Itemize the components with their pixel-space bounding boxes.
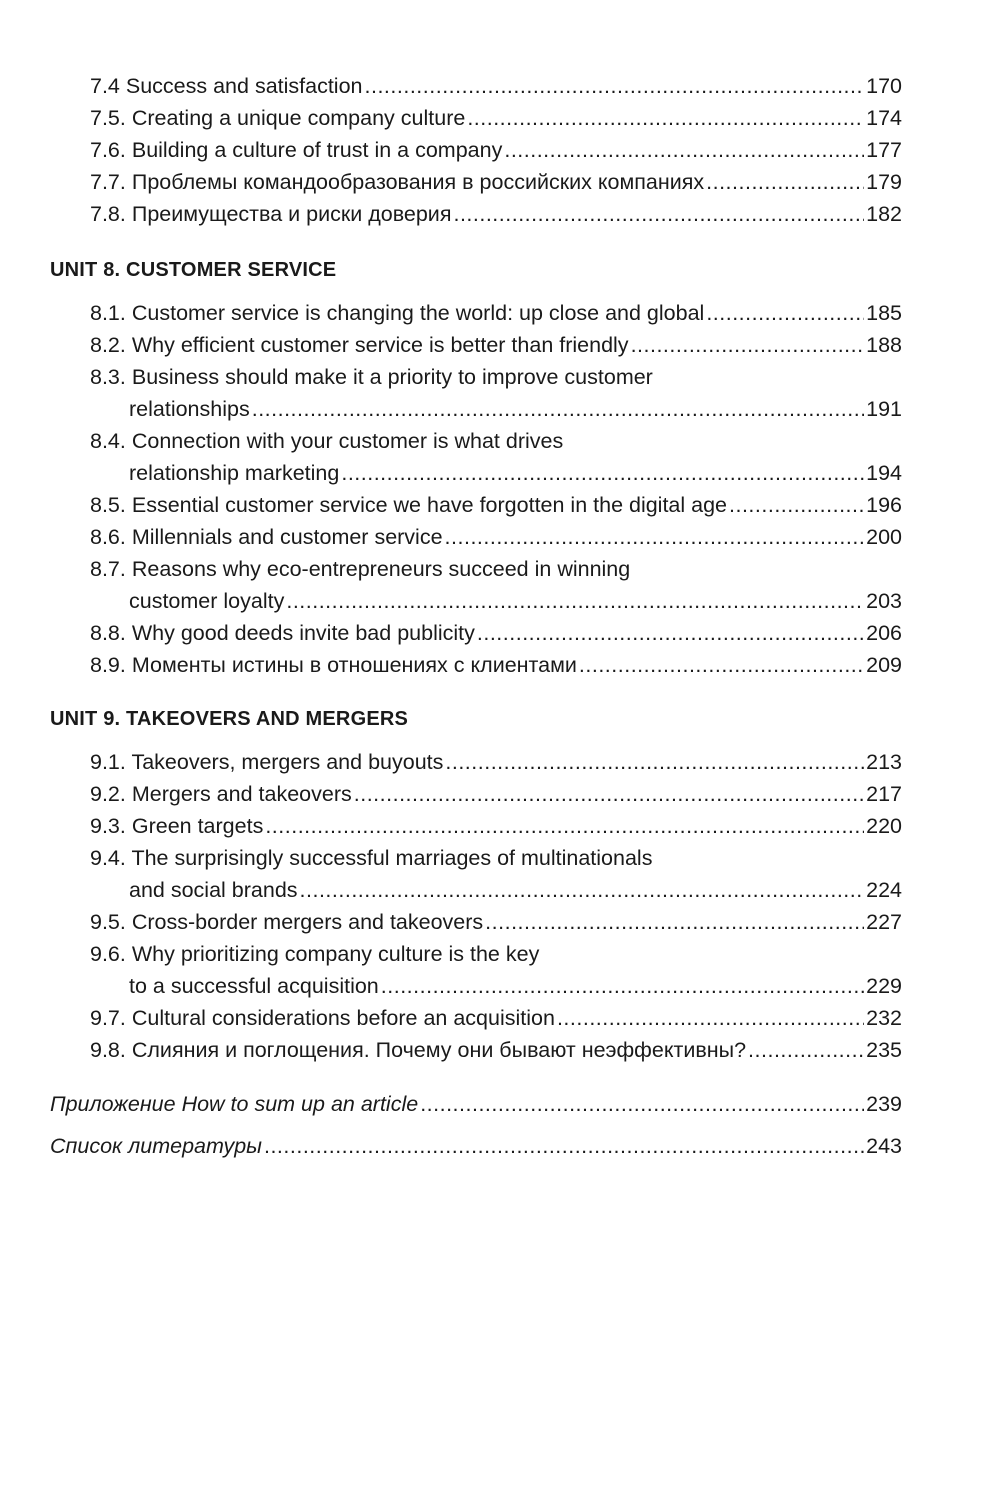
leader-dots xyxy=(706,297,864,329)
toc-entry-7-6 xyxy=(90,134,902,166)
page-number: 194 xyxy=(866,461,902,485)
entry-title: Why good deeds invite bad publicity xyxy=(131,621,475,645)
entry-title: Business should make it a priority to improve customer xyxy=(131,365,653,389)
leader-dots xyxy=(631,329,865,361)
leader-dots xyxy=(453,198,864,230)
page-number: 213 xyxy=(866,750,902,774)
toc-entry-9-3 xyxy=(90,810,902,842)
leader-dots xyxy=(264,1130,864,1162)
leader-dots xyxy=(729,489,864,521)
page-number: 235 xyxy=(866,1038,902,1062)
page-number: 177 xyxy=(866,138,902,162)
page-number: 203 xyxy=(866,589,902,613)
leader-dots xyxy=(265,810,864,842)
toc-entry-9-5 xyxy=(90,906,902,938)
page-number: 182 xyxy=(866,202,902,226)
page-number: 179 xyxy=(866,170,902,194)
leader-dots xyxy=(381,970,864,1002)
leader-dots xyxy=(579,649,864,681)
page-number: 239 xyxy=(866,1092,902,1116)
entry-title: Takeovers, mergers and buyouts xyxy=(131,750,444,774)
entry-title: Список литературы xyxy=(50,1134,262,1158)
entry-number: 8.5. xyxy=(90,493,126,517)
toc-entry-9-7 xyxy=(90,1002,902,1034)
toc-entry-9-6 xyxy=(90,938,902,1002)
toc-entry-8-3 xyxy=(90,361,902,425)
entry-number: 8.8. xyxy=(90,621,126,645)
entry-number: 9.8. xyxy=(90,1038,126,1062)
entry-title: Моменты истины в отношениях с клиентами xyxy=(131,653,577,677)
entry-number: 7.6. xyxy=(90,138,126,162)
page-number: 224 xyxy=(866,878,902,902)
leader-dots xyxy=(748,1034,864,1066)
entry-title: Why efficient customer service is better than friendly xyxy=(131,333,629,357)
entry-title: Cross-border mergers and takeovers xyxy=(131,910,484,934)
leader-dots xyxy=(706,166,864,198)
entry-number: 9.1. xyxy=(90,750,126,774)
toc-entry-8-5 xyxy=(90,489,902,521)
entry-title: Проблемы командообразования в российских компаниях xyxy=(131,170,705,194)
leader-dots xyxy=(557,1002,864,1034)
leader-dots xyxy=(504,134,864,166)
toc-entry-7-7 xyxy=(90,166,902,198)
page-number: 170 xyxy=(866,74,902,98)
entry-number: 8.2. xyxy=(90,333,126,357)
entry-title: Mergers and takeovers xyxy=(131,782,352,806)
toc-entry-9-4 xyxy=(90,842,902,906)
leader-dots xyxy=(286,585,864,617)
leader-dots xyxy=(445,746,864,778)
page-number: 243 xyxy=(866,1134,902,1158)
unit8-section xyxy=(50,255,902,681)
leader-dots xyxy=(445,521,865,553)
entry-title-continuation: relationship marketing xyxy=(129,461,340,485)
toc-entry-8-6 xyxy=(90,521,902,553)
leader-dots xyxy=(341,457,864,489)
entry-title: Green targets xyxy=(131,814,264,838)
page-number: 206 xyxy=(866,621,902,645)
entry-number: 9.4. xyxy=(90,846,126,870)
entry-title: Преимущества и риски доверия xyxy=(131,202,452,226)
toc-entry-9-8 xyxy=(90,1034,902,1066)
unit7-entries xyxy=(50,70,902,230)
toc-entry-8-1 xyxy=(90,297,902,329)
toc-entry-8-9 xyxy=(90,649,902,681)
page-number: 227 xyxy=(866,910,902,934)
toc-entry-appendix xyxy=(50,1088,902,1120)
entry-title: Reasons why eco-entrepreneurs succeed in winning xyxy=(131,557,631,581)
toc-entry-references xyxy=(50,1130,902,1162)
entry-number: 9.5. xyxy=(90,910,126,934)
unit-heading: UNIT 9. TAKEOVERS AND MERGERS xyxy=(50,708,409,730)
leader-dots xyxy=(354,778,864,810)
entry-number: 7.4 xyxy=(90,74,120,98)
toc-entry-8-2 xyxy=(90,329,902,361)
entry-number: 9.6. xyxy=(90,942,126,966)
leader-dots xyxy=(467,102,864,134)
leader-dots xyxy=(420,1088,864,1120)
entry-number: 7.7. xyxy=(90,170,126,194)
page-number: 174 xyxy=(866,106,902,130)
page-number: 217 xyxy=(866,782,902,806)
leader-dots xyxy=(485,906,864,938)
page-number: 188 xyxy=(866,333,902,357)
page-number: 229 xyxy=(866,974,902,998)
entry-title: Success and satisfaction xyxy=(125,74,363,98)
toc-entry-9-1 xyxy=(90,746,902,778)
entry-title: Creating a unique company culture xyxy=(131,106,466,130)
entry-number: 8.9. xyxy=(90,653,126,677)
entry-title: Приложение How to sum up an article xyxy=(50,1092,419,1116)
entry-title-continuation: customer loyalty xyxy=(129,589,285,613)
entry-title-continuation: relationships xyxy=(129,397,250,421)
entry-number: 8.7. xyxy=(90,557,126,581)
entry-number: 8.4. xyxy=(90,429,126,453)
toc-entry-7-8 xyxy=(90,198,902,230)
toc-entry-9-2 xyxy=(90,778,902,810)
entry-title: Why prioritizing company culture is the key xyxy=(131,942,540,966)
leader-dots xyxy=(300,874,865,906)
toc-entry-8-8 xyxy=(90,617,902,649)
entry-title: Customer service is changing the world: up close and global xyxy=(131,301,705,325)
leader-dots xyxy=(365,70,865,102)
page-number: 220 xyxy=(866,814,902,838)
entry-number: 9.7. xyxy=(90,1006,126,1030)
page-number: 200 xyxy=(866,525,902,549)
entry-title: Millennials and customer service xyxy=(131,525,443,549)
entry-title-continuation: to a successful acquisition xyxy=(129,974,379,998)
page-number: 232 xyxy=(866,1006,902,1030)
entry-number: 8.1. xyxy=(90,301,126,325)
toc-entry-7-5 xyxy=(90,102,902,134)
page-number: 191 xyxy=(866,397,902,421)
entry-title: Слияния и поглощения. Почему они бывают неэффективны? xyxy=(131,1038,747,1062)
unit-heading: UNIT 8. CUSTOMER SERVICE xyxy=(50,259,337,281)
entry-number: 7.8. xyxy=(90,202,126,226)
toc-entry-8-7 xyxy=(90,553,902,617)
toc-entry-8-4 xyxy=(90,425,902,489)
entry-number: 9.2. xyxy=(90,782,126,806)
entry-title-continuation: and social brands xyxy=(129,878,298,902)
entry-title: Essential customer service we have forgotten in the digital age xyxy=(131,493,728,517)
entry-title: Cultural considerations before an acquisition xyxy=(131,1006,555,1030)
unit9-section xyxy=(50,704,902,1066)
entry-number: 8.3. xyxy=(90,365,126,389)
leader-dots xyxy=(477,617,864,649)
page-number: 185 xyxy=(866,301,902,325)
page-number: 209 xyxy=(866,653,902,677)
entry-number: 7.5. xyxy=(90,106,126,130)
toc-entry-7-4 xyxy=(90,70,902,102)
entry-number: 8.6. xyxy=(90,525,126,549)
entry-title: Building a culture of trust in a company xyxy=(131,138,503,162)
entry-number: 9.3. xyxy=(90,814,126,838)
entry-title: The surprisingly successful marriages of multinationals xyxy=(131,846,653,870)
page-number: 196 xyxy=(866,493,902,517)
leader-dots xyxy=(252,393,864,425)
entry-title: Connection with your customer is what drives xyxy=(131,429,564,453)
